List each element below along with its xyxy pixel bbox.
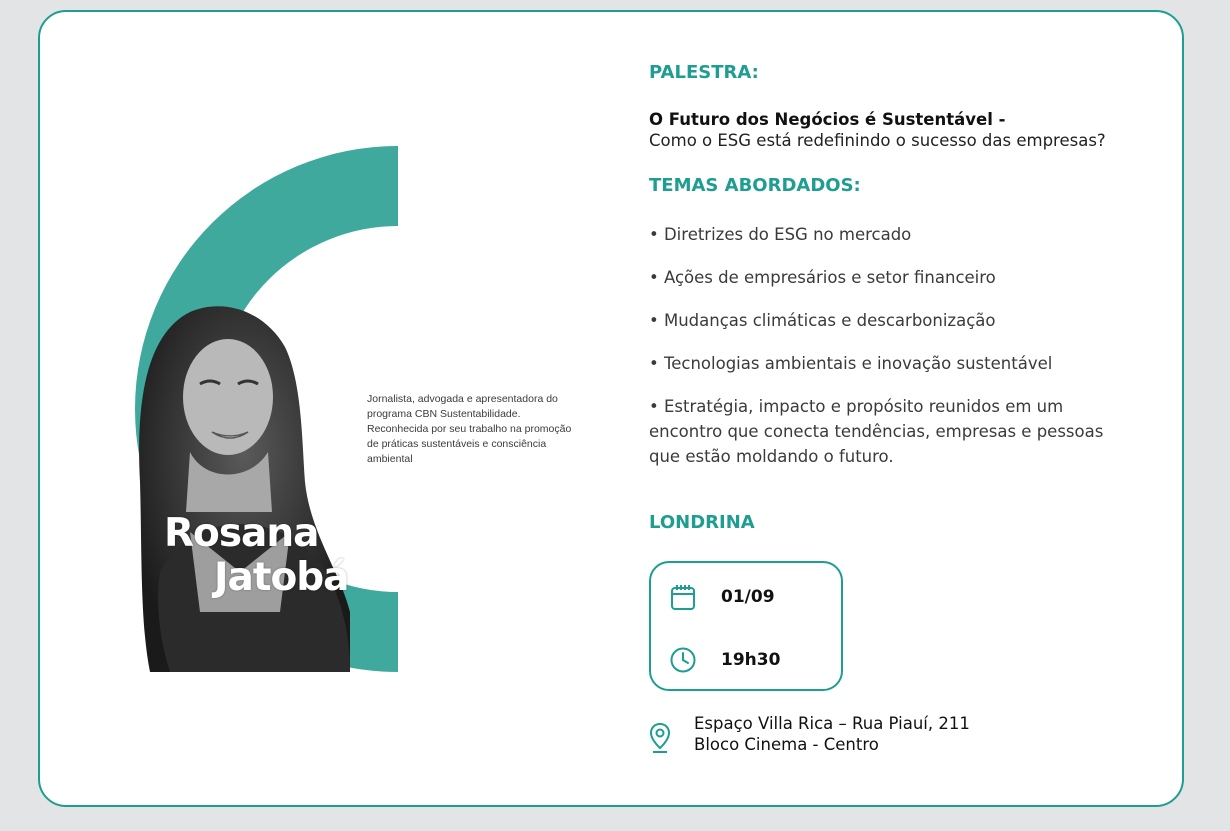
topic-item: • Mudanças climáticas e descarbonização <box>649 311 996 330</box>
topics-list <box>649 222 1119 487</box>
event-date: 01/09 <box>721 587 775 607</box>
topics-heading: TEMAS ABORDADOS: <box>649 175 861 196</box>
date-row <box>669 583 775 611</box>
map-pin-icon <box>649 722 671 754</box>
talk-heading: PALESTRA: <box>649 62 759 83</box>
time-row <box>669 646 780 674</box>
clock-icon <box>669 646 697 674</box>
talk-subtitle: Como o ESG está redefinindo o sucesso das empresas? <box>649 131 1106 150</box>
event-schedule-box <box>649 561 843 691</box>
speaker-name <box>164 512 349 600</box>
topic-item: • Tecnologias ambientais e inovação sustentável <box>649 354 1053 373</box>
speaker-bio: Jornalista, advogada e apresentadora do programa CBN Sustentabilidade. Reconhecida por seu trabalho na promoção de práticas sustentáveis e consciência ambiental <box>367 393 572 465</box>
address-line-1: Espaço Villa Rica – Rua Piauí, 211 <box>694 714 970 733</box>
topic-item: • Estratégia, impacto e propósito reunidos em um encontro que conecta tendências, empresas e pessoas que estão moldando o futuro. <box>649 397 1104 466</box>
speaker-last-name: Jatobá <box>214 555 349 600</box>
speaker-first-name: Rosana <box>164 511 319 556</box>
address-line-2: Bloco Cinema - Centro <box>694 735 879 754</box>
calendar-icon <box>669 583 697 611</box>
speaker-visual <box>40 12 600 807</box>
event-time: 19h30 <box>721 650 781 670</box>
address <box>694 713 970 755</box>
city-heading: LONDRINA <box>649 512 755 533</box>
speaker-photo <box>139 306 350 672</box>
topic-item: • Ações de empresários e setor financeiro <box>649 268 996 287</box>
event-card <box>38 10 1184 807</box>
talk-title: O Futuro dos Negócios é Sustentável - <box>649 110 1006 129</box>
topic-item: • Diretrizes do ESG no mercado <box>649 225 912 244</box>
